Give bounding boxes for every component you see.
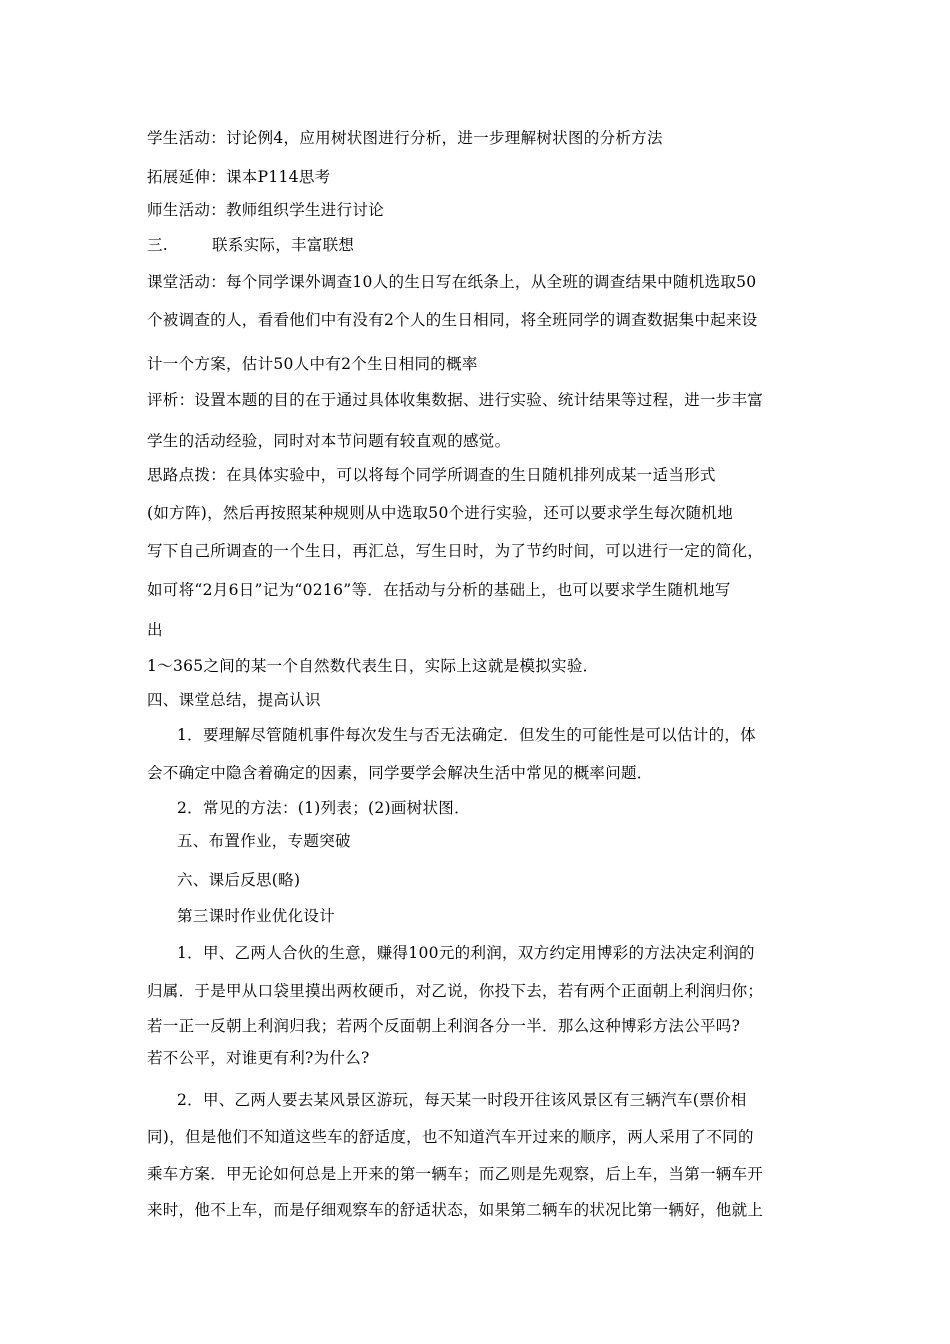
homework-question-2-line-3: 乘车方案．甲无论如何总是上开来的第一辆车；而乙则是先观察，后上车，当第一辆车开 <box>147 1165 764 1183</box>
paragraph-class-activity-line-2: 个被调查的人，看看他们中有没有2个人的生日相同，将全班同学的调查数据集中起来设 <box>147 311 758 329</box>
paragraph-class-activity-line-1: 课堂活动：每个同学课外调查10人的生日写在纸条上，从全班的调查结果中随机选取50 <box>147 273 757 291</box>
paragraph-hint-line-2: (如方阵)，然后再按照某种规则从中选取50个进行实验，还可以要求学生每次随机地 <box>147 504 734 522</box>
summary-item-1-line-1: 1．要理解尽管随机事件每次发生与否无法确定．但发生的可能性是可以估计的，体 <box>177 726 756 744</box>
section-number-3: 三. <box>147 236 169 254</box>
paragraph-student-activity: 学生活动：讨论例4，应用树状图进行分析，进一步理解树状图的分析方法 <box>147 129 663 147</box>
paragraph-analysis-line-1: 评析：设置本题的目的在于通过具体收集数据、进行实验、统计结果等过程，进一步丰富 <box>147 391 764 409</box>
homework-question-2-line-2: 同)，但是他们不知道这些车的舒适度，也不知道汽车开过来的顺序，两人采用了不同的 <box>147 1128 754 1146</box>
homework-question-1-line-1: 1．甲、乙两人合伙的生意，赚得100元的利润，双方约定用博彩的方法决定利润的 <box>177 944 755 962</box>
section-heading-4: 四、课堂总结，提高认识 <box>147 691 321 709</box>
section-heading-3 <box>147 235 354 255</box>
section-heading-6: 六、课后反思(略) <box>177 871 301 889</box>
homework-question-2-line-1: 2．甲、乙两人要去某风景区游玩，每天某一时段开往该风景区有三辆汽车(票价相 <box>177 1091 747 1109</box>
homework-title: 第三课时作业优化设计 <box>177 907 336 925</box>
summary-item-2: 2．常见的方法：(1)列表；(2)画树状图． <box>177 799 470 817</box>
paragraph-hint-line-5: 出 <box>147 621 163 639</box>
paragraph-hint-line-3: 写下自己所调查的一个生日，再汇总，写生日时，为了节约时间，可以进行一定的简化， <box>147 542 764 560</box>
paragraph-extension: 拓展延伸：课本P114思考 <box>147 168 331 186</box>
paragraph-hint-line-4: 如可将“2月6日”记为“0216”等．在括动与分析的基础上，也可以要求学生随机地写 <box>147 581 731 599</box>
homework-question-1-line-2: 归属．于是甲从口袋里摸出两枚硬币，对乙说，你投下去，若有两个正面朝上利润归你； <box>147 982 764 1000</box>
homework-question-2-line-4: 来时，他不上车，而是仔细观察车的舒适状态，如果第二辆车的状况比第一辆好，他就上 <box>147 1201 764 1219</box>
homework-question-1-line-4: 若不公平，对谁更有利?为什么? <box>147 1049 370 1067</box>
paragraph-hint-line-1: 思路点拨：在具体实验中，可以将每个同学所调查的生日随机排列成某一适当形式 <box>147 466 716 484</box>
section-title-3: 联系实际，丰富联想 <box>212 236 355 254</box>
summary-item-1-line-2: 会不确定中隐含着确定的因素，同学要学会解决生活中常见的概率问题． <box>147 764 653 782</box>
homework-question-1-line-3: 若一正一反朝上利润归我；若两个反面朝上利润各分一半．那么这种博彩方法公平吗? <box>147 1017 741 1035</box>
paragraph-class-activity-line-3: 计一个方案，估计50人中有2个生日相同的概率 <box>147 355 478 373</box>
section-heading-5: 五、布置作业，专题突破 <box>177 832 351 850</box>
paragraph-teacher-student-activity: 师生活动：教师组织学生进行讨论 <box>147 201 385 219</box>
paragraph-hint-line-6: 1～365之间的某一个自然数代表生日，实际上这就是模拟实验． <box>147 657 599 675</box>
paragraph-analysis-line-2: 学生的活动经验，同时对本节问题有较直观的感觉。 <box>147 432 511 450</box>
